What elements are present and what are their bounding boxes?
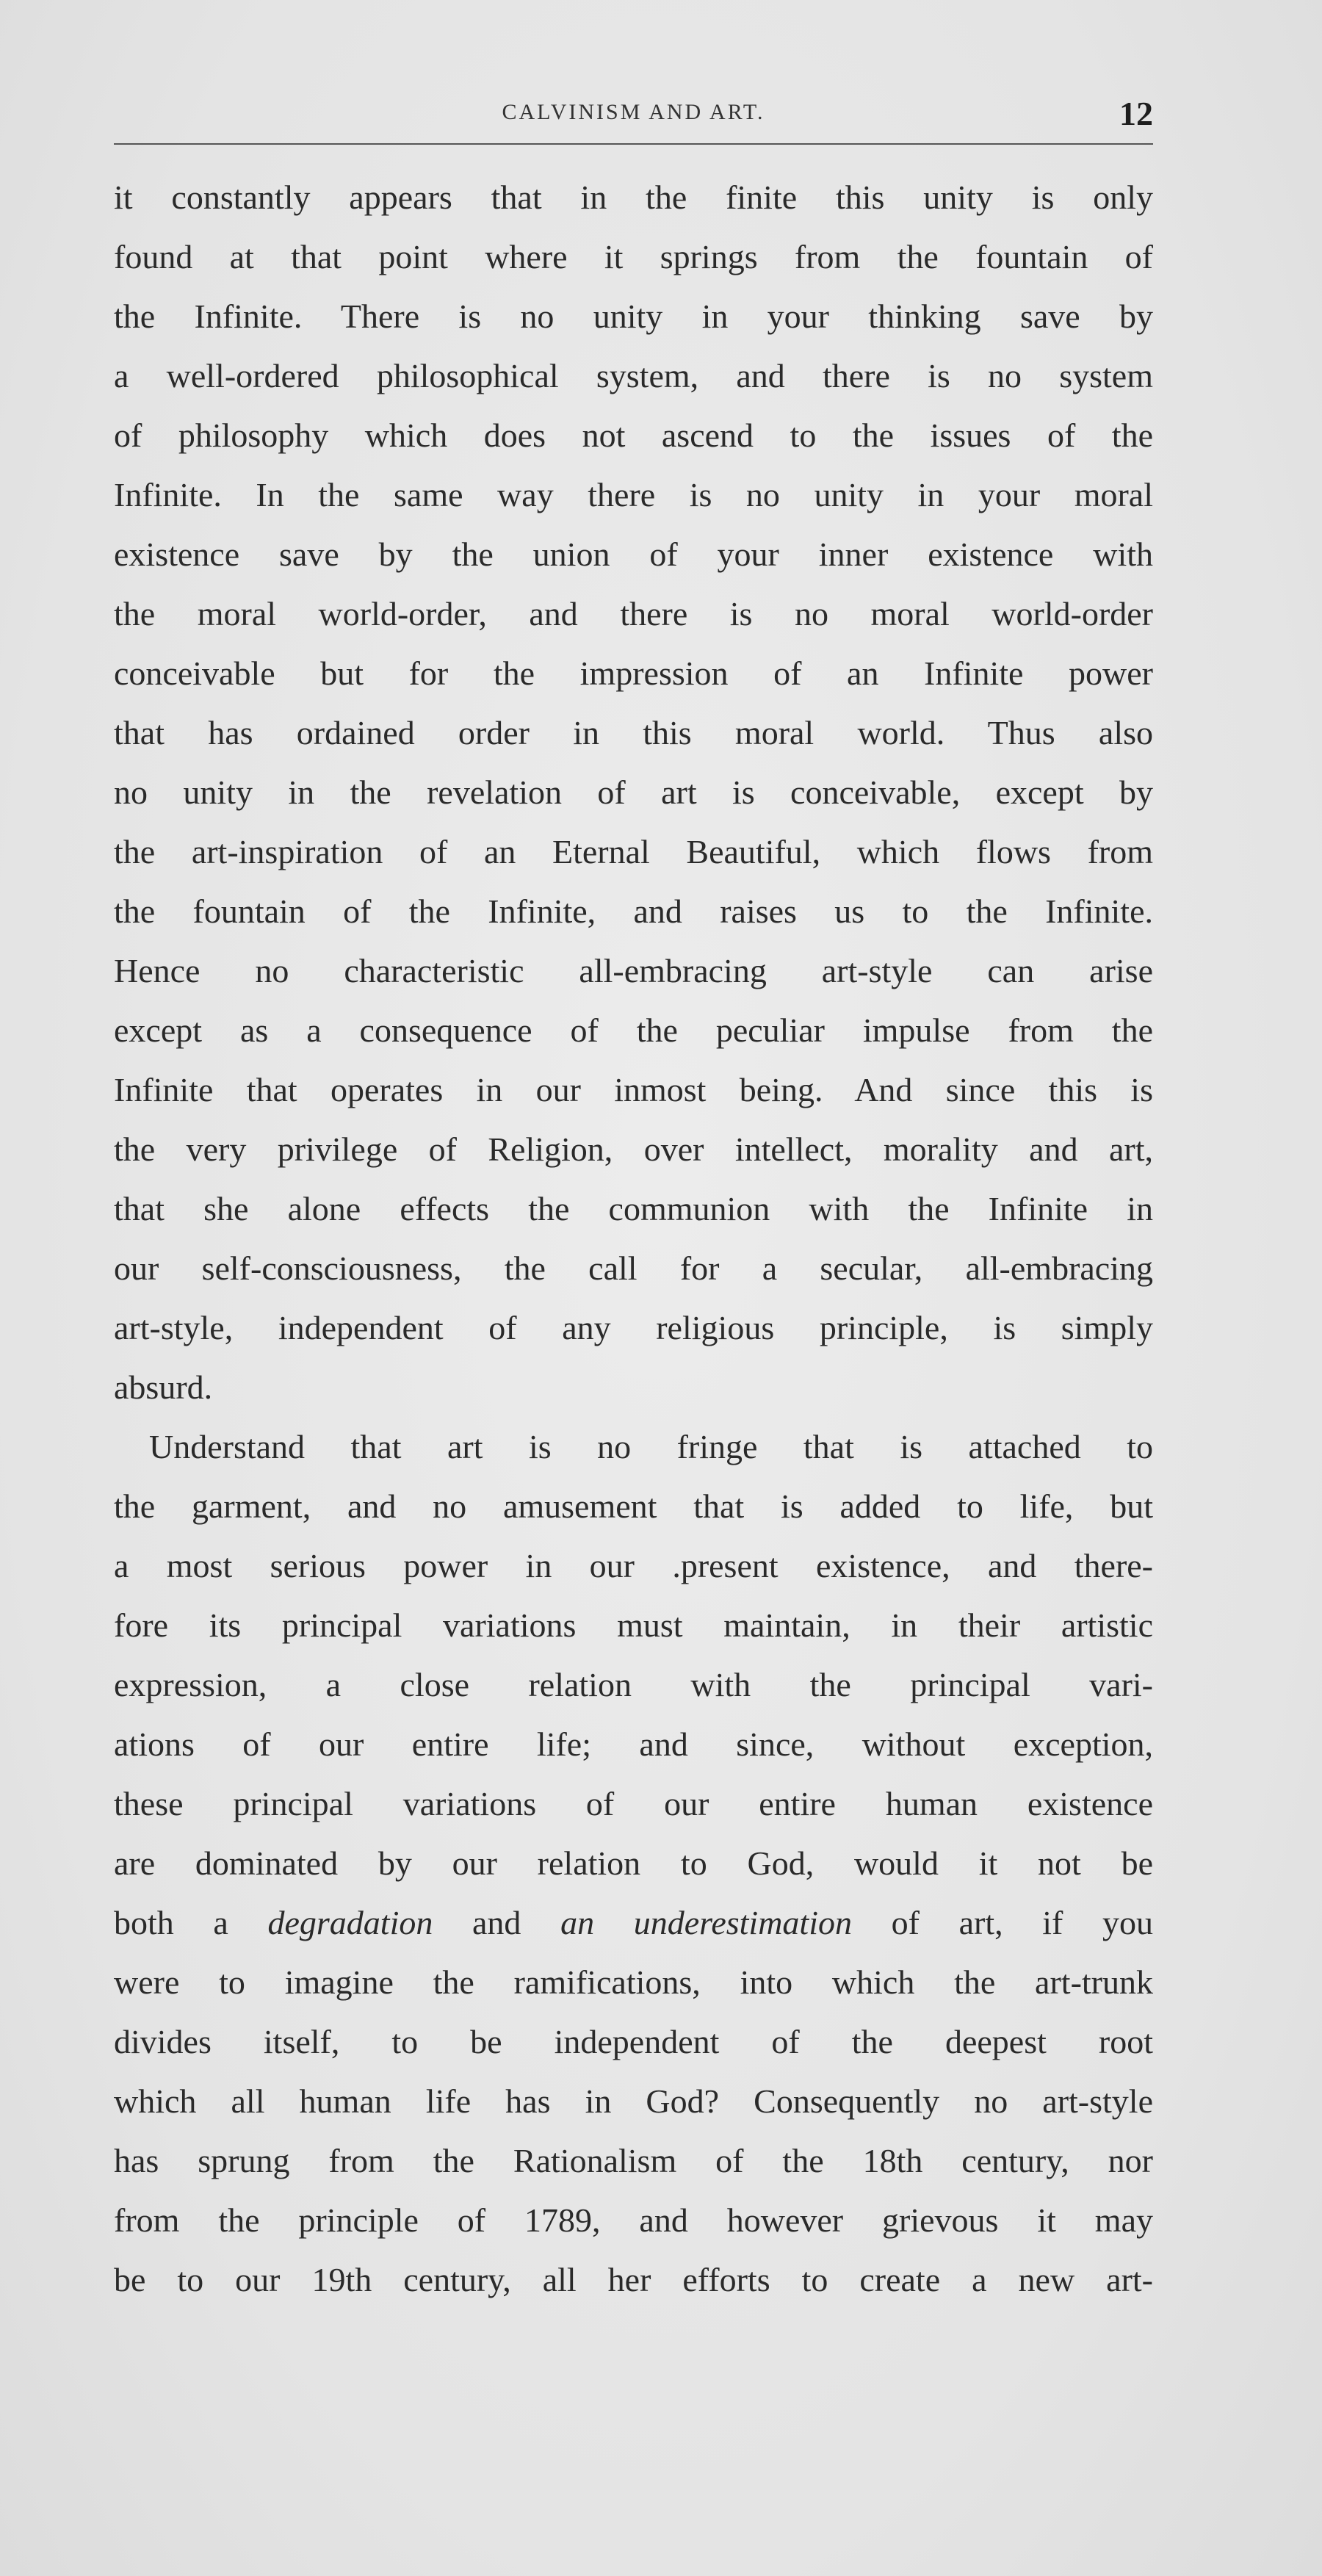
text-segment: and (433, 1904, 561, 1941)
text-line: which all human life has in God? Consequently no art-style (114, 2082, 1153, 2120)
text-line: the garment, and no amusement that is added to life, but (114, 1487, 1153, 1525)
text-line: from the principle of 1789, and however grievous it may (114, 2201, 1153, 2239)
text-line: no unity in the revelation of art is conceivable, except by (114, 773, 1153, 811)
text-line: are dominated by our relation to God, would it not be (114, 1844, 1153, 1882)
text-line: fore its principal variations must maintain, in their artistic (114, 1606, 1153, 1644)
page-number: 12 (1119, 95, 1153, 132)
text-segment: both a (114, 1904, 268, 1941)
text-segment: of art, if you (852, 1904, 1153, 1941)
text-line: these principal variations of our entire human existence (114, 1785, 1153, 1822)
text-line: of philosophy which does not ascend to the issues of the (114, 416, 1153, 454)
header-rule (114, 143, 1153, 145)
italic-term-underestimation: an underestimation (560, 1904, 852, 1941)
text-line: the fountain of the Infinite, and raises us to the Infinite. (114, 892, 1153, 930)
paragraph-2 (114, 1417, 1153, 2309)
text-line: except as a consequence of the peculiar impulse from the (114, 1011, 1153, 1049)
text-line: divides itself, to be independent of the deepest root (114, 2023, 1153, 2060)
text-line: existence save by the union of your inner existence with (114, 535, 1153, 573)
italic-term-degradation: degradation (267, 1904, 433, 1941)
text-line: conceivable but for the impression of an Infinite power (114, 654, 1153, 692)
running-head: CALVINISM AND ART. (502, 100, 765, 124)
text-line: it constantly appears that in the finite this unity is only (114, 178, 1153, 216)
text-line: Infinite that operates in our inmost being. And since this is (114, 1071, 1153, 1108)
text-line: the art-inspiration of an Eternal Beautiful, which flows from (114, 833, 1153, 870)
page-header (114, 94, 1153, 138)
text-line: Hence no characteristic all-embracing art-style can arise (114, 952, 1153, 989)
text-line: that has ordained order in this moral world. Thus also (114, 714, 1153, 751)
text-line: expression, a close relation with the principal vari- (114, 1666, 1153, 1703)
text-line: the Infinite. There is no unity in your thinking save by (114, 297, 1153, 335)
text-line: the very privilege of Religion, over intellect, morality and art, (114, 1130, 1153, 1168)
text-line-with-italics (114, 1893, 1153, 1952)
text-line: the moral world-order, and there is no moral world-order (114, 595, 1153, 632)
text-line: be to our 19th century, all her efforts to create a new art- (114, 2261, 1153, 2298)
paragraph-1 (114, 167, 1153, 1417)
text-line: Infinite. In the same way there is no unity in your moral (114, 476, 1153, 513)
text-line: has sprung from the Rationalism of the 18th century, nor (114, 2142, 1153, 2179)
text-line: a most serious power in our .present existence, and there- (114, 1547, 1153, 1584)
text-line: absurd. (114, 1368, 213, 1406)
text-line: that she alone effects the communion with the Infinite in (114, 1190, 1153, 1227)
body-text (114, 167, 1153, 2309)
text-line: our self-consciousness, the call for a secular, all-embracing (114, 1249, 1153, 1287)
text-line: a well-ordered philosophical system, and there is no system (114, 357, 1153, 394)
text-line: Understand that art is no fringe that is attached to (149, 1428, 1153, 1465)
text-line: ations of our entire life; and since, without exception, (114, 1725, 1153, 1763)
text-line: found at that point where it springs from the fountain of (114, 238, 1153, 275)
text-line: art-style, independent of any religious principle, is simply (114, 1309, 1153, 1346)
text-line: were to imagine the ramifications, into which the art-trunk (114, 1963, 1153, 2001)
